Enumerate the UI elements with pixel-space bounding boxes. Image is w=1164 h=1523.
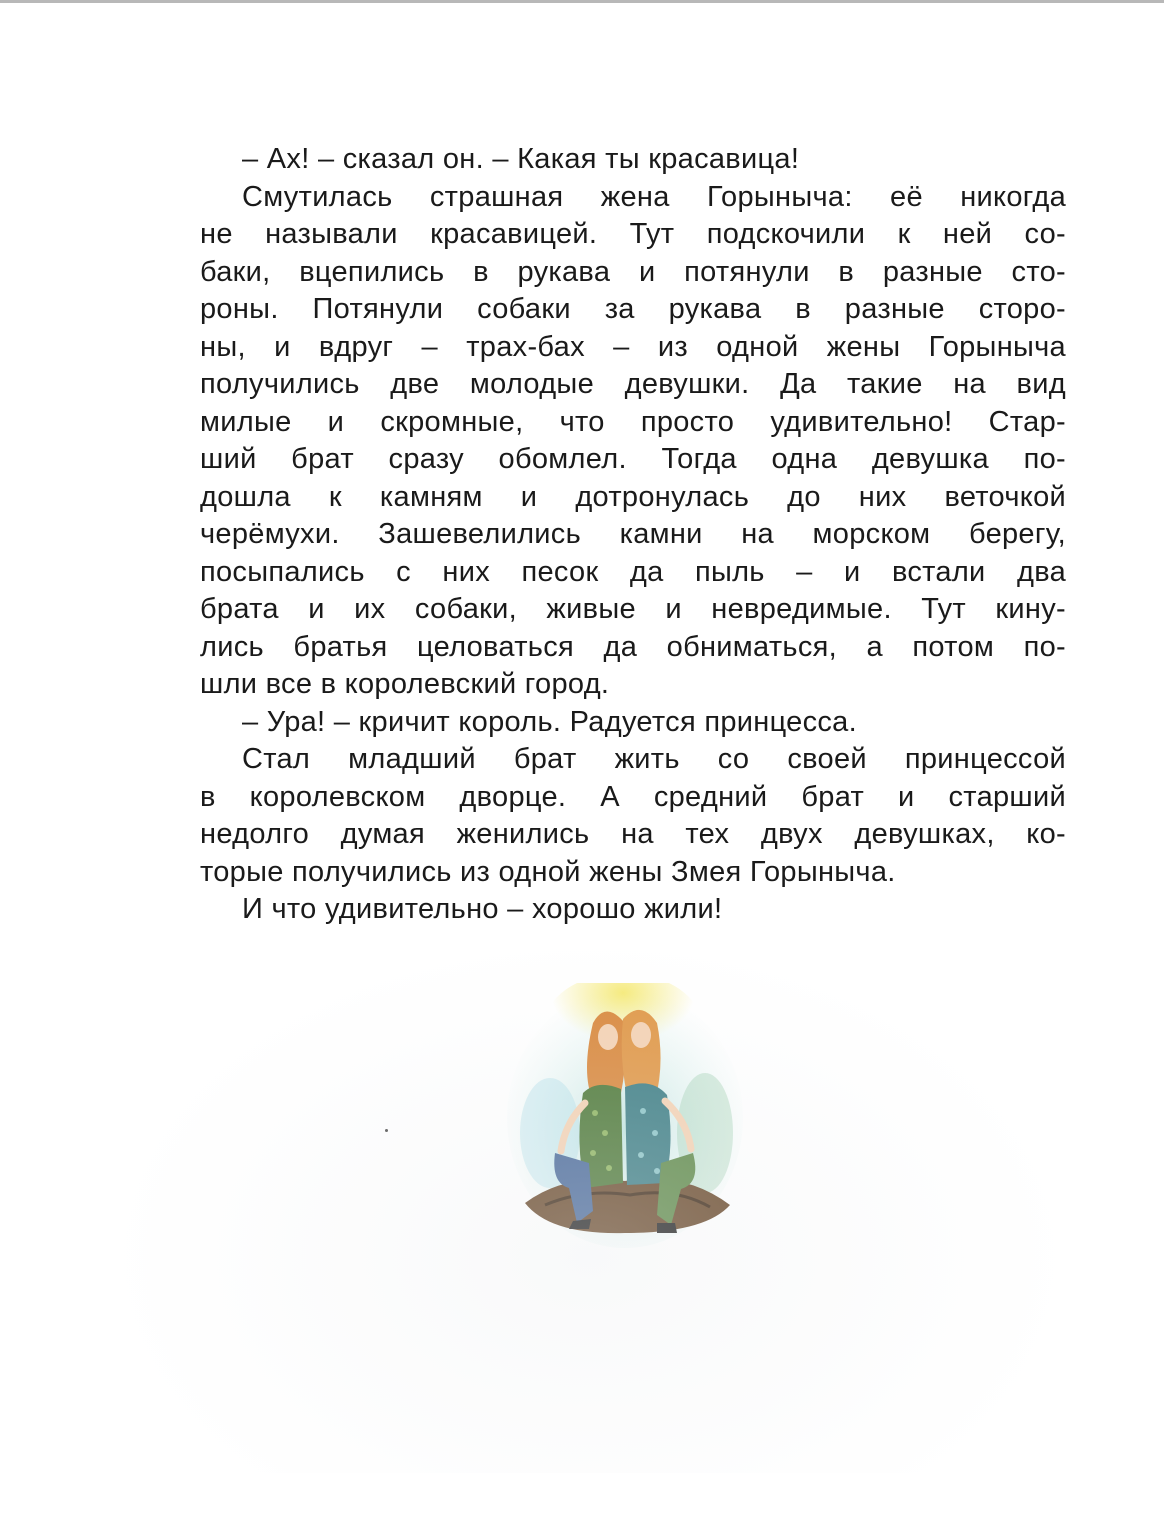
- illustration-image: [505, 983, 745, 1253]
- text-line: черёмухи. Зашевелились камни на морском берегу,: [200, 518, 1066, 550]
- paper-speck: [385, 1129, 388, 1132]
- story-text: [200, 141, 1066, 929]
- text-line: не называли красавицей. Тут подскочили к ней со-: [200, 218, 1066, 250]
- text-line: торые получились из одной жены Змея Горыныча.: [200, 855, 896, 888]
- text-line: получились две молодые девушки. Да такие на вид: [200, 368, 1066, 400]
- text-line: – Ах! – сказал он. – Какая ты красавица!: [242, 143, 800, 175]
- two-girls-illustration: [505, 983, 745, 1253]
- text-line: роны. Потянули собаки за рукава в разные сторо-: [200, 293, 1066, 325]
- text-line: Смутилась страшная жена Горыныча: её никогда: [242, 180, 1066, 213]
- text-line: ший брат сразу обомлел. Тогда одна девушка по-: [200, 443, 1066, 475]
- text-line: Стал младший брат жить со своей принцессой: [242, 743, 1066, 775]
- text-line: баки, вцепились в рукава и потянули в разные сто-: [200, 255, 1066, 288]
- text-line: лись братья целоваться да обниматься, а потом по-: [200, 630, 1066, 663]
- text-line: И что удивительно – хорошо жили!: [242, 893, 723, 925]
- book-page: [0, 3, 1164, 1523]
- text-line: недолго думая женились на тех двух девушках, ко-: [200, 818, 1066, 850]
- text-line: посыпались с них песок да пыль – и встали два: [200, 555, 1066, 588]
- text-line: милые и скромные, что просто удивительно! Стар-: [200, 405, 1066, 438]
- text-line: шли все в королевский город.: [200, 668, 610, 700]
- text-line: – Ура! – кричит король. Радуется принцесса.: [242, 705, 857, 738]
- text-line: брата и их собаки, живые и невредимые. Тут кину-: [200, 593, 1066, 625]
- text-line: ны, и вдруг – трах-бах – из одной жены Горыныча: [200, 330, 1066, 363]
- text-line: в королевском дворце. А средний брат и старший: [200, 780, 1066, 813]
- text-line: дошла к камням и дотронулась до них веточкой: [200, 480, 1066, 513]
